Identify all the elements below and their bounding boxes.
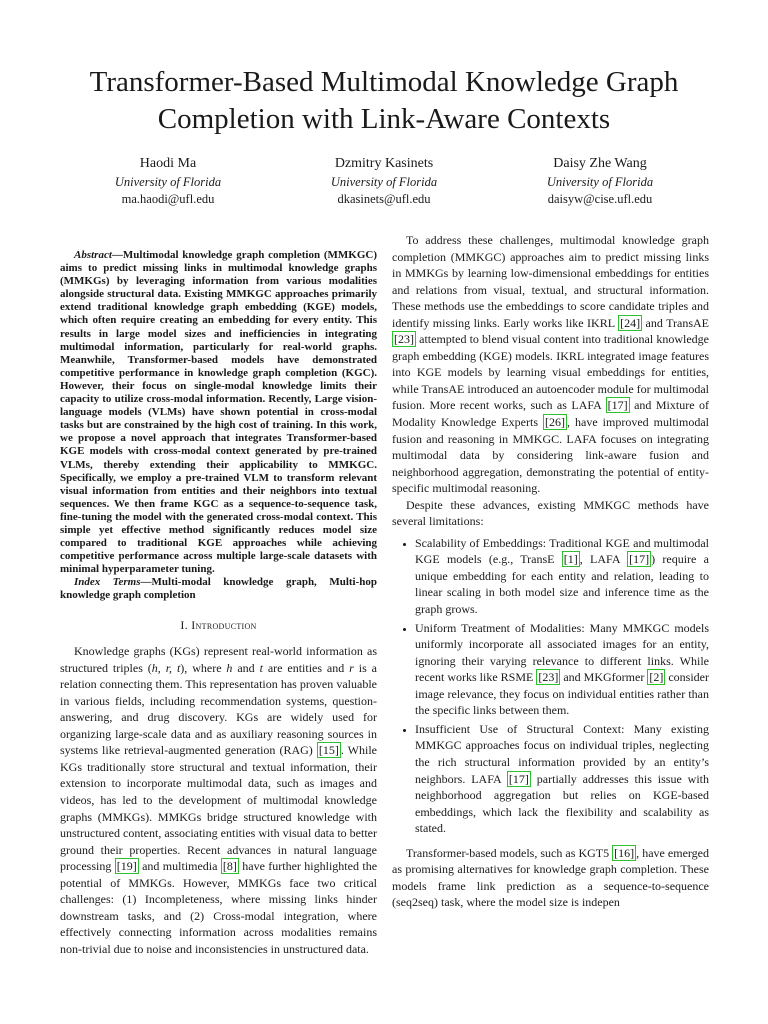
text-run: ) require a unique embedding for each entity and relation, leading to linear scaling in both model size and inference time as the graph grows. bbox=[415, 552, 709, 617]
intro-paragraph-4 bbox=[392, 845, 709, 911]
intro-paragraph-1 bbox=[60, 643, 377, 957]
index-terms-text: Multi-modal knowledge graph, Multi-hop knowledge graph completion bbox=[60, 576, 377, 602]
text-run: consider image relevance, they focus on individual entities rather than the specific links between them. bbox=[415, 670, 710, 718]
math-symbol: h bbox=[226, 660, 233, 675]
intro-paragraph-2 bbox=[392, 232, 709, 497]
text-run: is a relation connecting them. This representation has proven valuable in various fields, including recommendation systems, question-answering, and drug discovery. KGs are widely used for organizing large-scale data and as auxiliary reasoning sources in systems like retrieval-augmented generation (RAG) bbox=[60, 660, 377, 758]
author-email: ma.haodi@ufl.edu bbox=[121, 192, 215, 206]
citation-link[interactable]: [1] bbox=[563, 552, 578, 567]
text-run: are entities and bbox=[262, 660, 350, 675]
author-email: daisyw@cise.ufl.edu bbox=[547, 192, 653, 206]
math-symbol: r bbox=[349, 660, 354, 675]
text-run: and multimedia bbox=[138, 859, 221, 874]
author-name: Haodi Ma bbox=[139, 156, 197, 171]
text-run: , have emerged as promising alternatives for knowledge graph completion. These models frame link prediction as a sequence-to-sequence (seq2seq) task, where the model size is indepen bbox=[392, 845, 710, 910]
text-run: and bbox=[232, 660, 260, 675]
author-affiliation: University of Florida bbox=[546, 175, 654, 189]
author-affiliation: University of Florida bbox=[330, 175, 438, 189]
citation-link[interactable]: [17] bbox=[508, 771, 529, 786]
text-run: To address these challenges, multimodal knowledge graph completion (MMKGC) approaches aim to predict missing links in MMKGs by learning low-dimensional embeddings for entities and relations from visual, textual, and structural information. These methods use the embeddings to score candidate triples and identify missing links. Early works like IKRL bbox=[392, 233, 709, 330]
author-block bbox=[276, 154, 492, 208]
section-title: Introduction bbox=[191, 617, 257, 632]
text-run: , have improved multimodal fusion and reasoning in MMKGC. LAFA focuses on integrating multimodal data by considering link-aware fusion and neighborhood aggregation, demonstrating the potential of entity-specific multimodal reasoning. bbox=[392, 415, 709, 496]
text-run: Uniform Treatment of Modalities: Many MMKGC models uniformly incorporate all associated images for an entity, ignoring their varying relevance to different links. While recent works like RSME bbox=[415, 620, 709, 685]
text-run: and Mixture of Modality Knowledge Experts bbox=[392, 398, 709, 430]
citation-link[interactable]: [17] bbox=[629, 552, 650, 567]
author-block bbox=[492, 154, 708, 208]
list-item bbox=[415, 721, 709, 837]
text-run: and MKGformer bbox=[560, 670, 648, 685]
limitations-list bbox=[392, 535, 709, 837]
citation-link[interactable]: [23] bbox=[538, 670, 559, 685]
index-terms: Index Terms—Multi-modal knowledge graph, Multi-hop knowledge graph completion bbox=[60, 576, 377, 602]
citation-link[interactable]: [19] bbox=[116, 859, 137, 874]
text-run: and TransAE bbox=[642, 315, 709, 330]
citation-link[interactable]: [8] bbox=[222, 859, 237, 874]
text-run: Transformer-based models, such as KGT5 bbox=[406, 845, 613, 860]
author-name: Dzmitry Kasinets bbox=[334, 156, 434, 171]
author-block bbox=[60, 154, 276, 208]
text-run: . While KGs traditionally store structural and textual information, their extension to incorporate multimodal data, such as images and videos, has led to the development of multimodal knowledge graphs (MMKGs). MMKGs bridge structured knowledge with unstructured content, associating entities with visual data to better ground their properties. Recent advances in natural language processing bbox=[60, 743, 377, 874]
right-column bbox=[392, 232, 709, 911]
math-symbol: t bbox=[259, 660, 263, 675]
text-run: , LAFA bbox=[579, 552, 628, 567]
paper-title: Transformer-Based Multimodal Knowledge Graph Completion with Link-Aware Contexts bbox=[89, 66, 679, 135]
section-heading bbox=[60, 617, 377, 634]
text-run: partially addresses this issue with neighborhood aggregation but relies on KGE-based embeddings, which lack the flexibility and scalability as stated. bbox=[415, 771, 710, 836]
text-run: Knowledge graphs (KGs) represent real-world information as structured triples ( bbox=[60, 644, 377, 675]
citation-link[interactable]: [24] bbox=[620, 315, 641, 330]
text-run: ), where bbox=[180, 660, 227, 675]
index-terms-label: Index Terms bbox=[74, 576, 141, 589]
author-name: Daisy Zhe Wang bbox=[553, 156, 647, 171]
citation-link[interactable]: [26] bbox=[545, 415, 565, 430]
abstract: Abstract—Multimodal knowledge graph completion (MMKGC) aims to predict missing links in multimodal knowledge graphs (MMKGs) by leveraging information from various modalities alongside structural data. Existing MMKGC approaches primarily extend traditional knowledge graph embedding (KGE) models, which often require creating an embedding for every entity. This results in large model sizes and inefficiencies in integrating multimodal information, particularly for real-world graphs. Meanwhile, Transformer-based models have demonstrated competitive performance in knowledge graph completion (KGC). However, their focus on single-modal knowledge limits their capacity to utilize cross-modal information. Recently, Large vision-language models (VLMs) have shown potential in cross-modal tasks but are constrained by the high cost of training. In this work, we propose a novel approach that integrates Transformer-based KGE models with cross-modal context generated by pre-trained VLMs, thereby extending their applicability to MMKGC. Specifically, we employ a pre-trained VLM to transform relevant visual information from entities and their neighbors into textual sequences. We then frame KGC as a sequence-to-sequence task, fine-tuning the model with the generated cross-modal context. This simple yet effective method significantly reduces model size compared to traditional KGE approaches while achieving competitive performance across multiple large-scale datasets with minimal hyperparameter tuning. bbox=[60, 249, 377, 576]
author-affiliation: University of Florida bbox=[114, 175, 222, 189]
text-run: Scalability of Embeddings: Traditional KGE and multimodal KGE models (e.g., TransE bbox=[415, 535, 709, 567]
citation-link[interactable]: [2] bbox=[649, 670, 664, 685]
intro-paragraph-3: Despite these advances, existing MMKGC methods have several limitations: bbox=[392, 497, 709, 529]
text-run: Insufficient Use of Structural Context: Many existing MMKGC approaches focus on individual triples, neglecting the rich structural information provided by an entity’s neighbors. LAFA bbox=[415, 721, 709, 786]
author-email: dkasinets@ufl.edu bbox=[337, 192, 431, 206]
citation-link[interactable]: [15] bbox=[318, 743, 339, 758]
citation-link[interactable]: [16] bbox=[614, 845, 635, 860]
left-column bbox=[60, 249, 377, 957]
abstract-label: Abstract bbox=[74, 249, 112, 261]
text-run: have further highlighted the potential of MMKGs. However, MMKGs face two critical challenges: (1) Incompleteness, where missing links hinder downstream tasks, and (2) Cross-modal integration, where effectively connecting information across modalities remains non-trivial due to noise and inconsistencies in unstructured data. bbox=[60, 859, 378, 956]
citation-link[interactable]: [23] bbox=[394, 332, 414, 347]
section-number: I. bbox=[180, 617, 188, 632]
text-run: attempted to blend visual content into traditional knowledge graph embedding (KGE) models. IKRL integrated image features into KGE models by learning visual embeddings for entities, while TransAE introduced an autoencoder module for multimodal fusion. More recent works, such as LAFA bbox=[392, 332, 709, 413]
math-triple: h, r, t bbox=[151, 660, 181, 675]
abstract-text: Multimodal knowledge graph completion (MMKGC) aims to predict missing links in multimodal knowledge graphs (MMKGs) by leveraging information from various modalities alongside structural data. Existing MMKGC approaches primarily extend traditional knowledge graph embedding (KGE) models, which often require creating an embedding for every entity. This results in large model sizes and inefficiencies in integrating multimodal information, particularly for real-world graphs. Meanwhile, Transformer-based models have demonstrated competitive performance in knowledge graph completion (KGC). However, their focus on single-modal knowledge limits their capacity to utilize cross-modal information. Recently, Large vision-language models (VLMs) have shown potential in cross-modal tasks but are constrained by the high cost of training. In this work, we propose a novel approach that integrates Transformer-based KGE models with cross-modal context generated by pre-trained VLMs, thereby extending their applicability to MMKGC. Specifically, we employ a pre-trained VLM to transform relevant visual information from entities and their neighbors into textual sequences. We then frame KGC as a sequence-to-sequence task, fine-tuning the model with the generated cross-modal context. This simple yet effective method significantly reduces model size compared to traditional KGE approaches while achieving competitive performance across multiple large-scale datasets with minimal hyperparameter tuning. bbox=[60, 249, 377, 576]
list-item bbox=[415, 620, 709, 719]
author-list bbox=[60, 154, 708, 208]
list-item bbox=[415, 535, 709, 618]
citation-link[interactable]: [17] bbox=[607, 398, 628, 413]
